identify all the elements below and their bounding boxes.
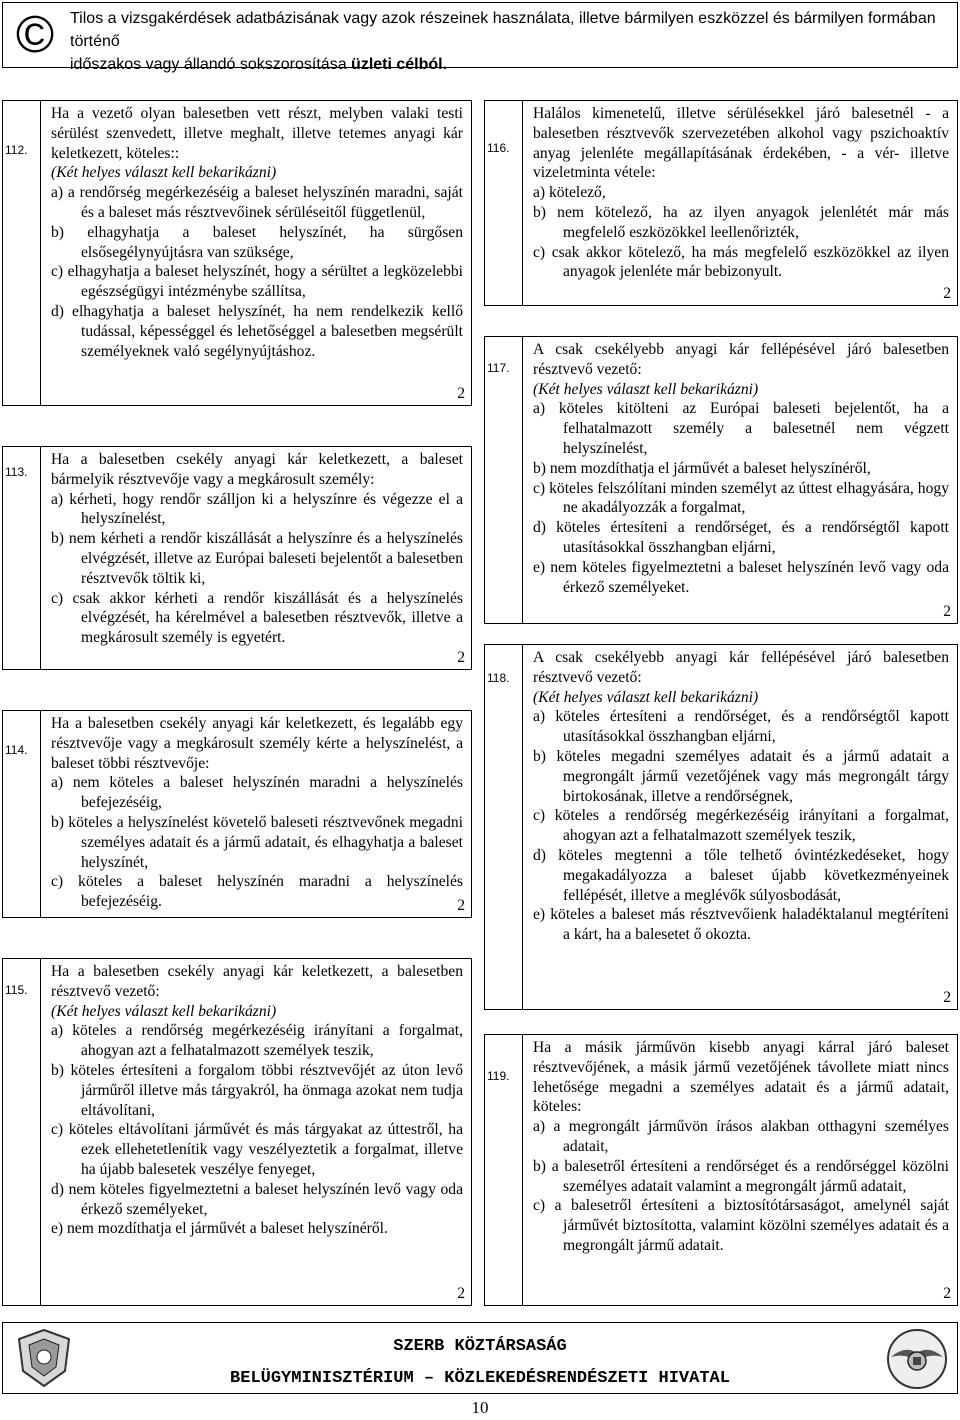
question-119 xyxy=(484,1034,958,1306)
copyright-notice xyxy=(70,7,950,76)
question-number: 118. xyxy=(487,671,510,685)
answer-option: a) a megrongált járművön írásos alakban otthagyni személyes adatait, xyxy=(533,1118,949,1155)
footer-country: SZERB KÖZTÁRSASÁG xyxy=(393,1337,567,1356)
answer-option: e) köteles a baleset más résztvevőienk haladéktalanul megtéríteni a kárt, ha a balesetet ő okozta. xyxy=(533,906,949,944)
answer-option: c) köteles a baleset helyszínén maradni a helyszínelés befejezéséig. xyxy=(51,873,463,911)
answer-option: b) a balesetről értesíteni a rendőrséget és a rendőrséggel közölni személyes adatait valamint a megrongált jármű adatait, xyxy=(533,1157,949,1195)
question-117 xyxy=(484,336,958,624)
question-body xyxy=(51,714,463,912)
question-112 xyxy=(2,100,472,406)
answer-option: c) köteles felszólítani minden személyt az úttest elhagyására, hogy ne akadályozzák a forgalmat, xyxy=(533,479,949,517)
question-body xyxy=(51,962,463,1239)
question-points: 2 xyxy=(943,603,951,620)
question-stem: Ha a vezető olyan balesetben vett részt, melyben valaki testi sérülést szenvedett, illetve meghalt, illetve tetemes anyagi kár keletkezett, köteles:: xyxy=(51,105,463,162)
question-115 xyxy=(2,958,472,1306)
question-stem: Ha a másik járművön kisebb anyagi kárral járó baleset résztvevőjének, a másik jármű vezetőjének távollete miatt nincs lehetősége megadni a személyes adatait és a jármű adatait, köteles: xyxy=(533,1039,949,1116)
answer-option: c) csak akkor kötelező, ha más megfelelő eszközökkel az ilyen anyagok jelenléte már bebizonyult. xyxy=(533,243,949,281)
question-body xyxy=(533,104,949,282)
question-instruction: (Két helyes választ kell bekarikázni) xyxy=(533,688,759,706)
answer-option: c) köteles a rendőrség megérkezéséig irányítani a forgalmat, ahogyan azt a felhatalmazott személyek teszik, xyxy=(533,807,949,845)
question-stem: Halálos kimenetelű, illetve sérülésekkel járó balesetnél - a balesetben résztvevők szervezetében alkohol vagy pszichoaktív anyag jelenléte megállapításának érdekében, - a vér- illetve vizeletminta vétele: xyxy=(533,105,949,182)
footer xyxy=(2,1322,958,1394)
answer-option: a) kérheti, hogy rendőr szálljon ki a helyszínre és végezze el a helyszínelést, xyxy=(51,490,463,528)
question-points: 2 xyxy=(457,1285,465,1302)
answer-option: e) nem köteles figyelmeztetni a baleset helyszínén levő vagy oda érkező személyeket. xyxy=(533,558,949,596)
answer-option: b) nem kérheti a rendőr kiszállását a helyszínre és a helyszínelés elvégzését, illetve az Európai baleseti bejelentőt a balesetben résztvevők töltik ki, xyxy=(51,530,463,587)
question-points: 2 xyxy=(943,1285,951,1302)
question-body xyxy=(533,340,949,597)
question-118 xyxy=(484,644,958,1010)
copyright-header xyxy=(2,2,958,73)
answer-option: b) köteles a helyszínelést követelő baleseti résztvevőnek megadni személyes adatait és a jármű adatait, és elhagyhatja a baleset helyszínét, xyxy=(51,813,463,871)
question-points: 2 xyxy=(943,285,951,302)
question-number: 115. xyxy=(5,983,28,997)
question-stem: A csak csekélyebb anyagi kár fellépésével járó balesetben résztvevő vezető: xyxy=(533,649,949,686)
question-points: 2 xyxy=(943,989,951,1006)
question-number: 116. xyxy=(487,141,510,155)
answer-option: e) nem mozdíthatja el járművét a baleset helyszínéről. xyxy=(51,1220,388,1238)
copyright-emphasis: üzleti célból. xyxy=(351,56,448,73)
question-number: 112. xyxy=(5,143,28,157)
question-instruction: (Két helyes választ kell bekarikázni) xyxy=(533,380,759,398)
question-points: 2 xyxy=(457,897,465,914)
answer-option: c) a balesetről értesíteni a biztosítótársaságot, amelynél saját járművét biztosította, valamint közölni személyes adatait és a megrongált jármű adatait. xyxy=(533,1197,949,1254)
answer-option: a) a rendőrség megérkezéséig a baleset helyszínén maradni, saját és a baleset más résztvevőinek sérüléseitől függetlenül, xyxy=(51,184,463,221)
question-instruction: (Két helyes választ kell bekarikázni) xyxy=(51,164,277,182)
answer-option: d) köteles értesíteni a rendőrséget, és a rendőrségtől kapott utasításokkal összhangban eljárni, xyxy=(533,519,949,556)
answer-option: a) nem köteles a baleset helyszínén maradni a helyszínelés befejezéséig, xyxy=(51,774,463,812)
question-113 xyxy=(2,446,472,670)
question-number: 113. xyxy=(5,465,28,479)
question-116 xyxy=(484,100,958,306)
question-stem: Ha a balesetben csekély anyagi kár keletkezett, és legalább egy résztvevője vagy a megkárosult személy kérte a helyszínelést, a baleset többi résztvevője: xyxy=(51,715,463,772)
question-body xyxy=(533,648,949,945)
question-stem: Ha a balesetben csekély anyagi kár keletkezett, a baleset bármelyik résztvevője vagy a megkárosult személy: xyxy=(51,451,463,488)
answer-option: b) köteles értesíteni a forgalom többi résztvevőjét az úton levő járműről illetve más tárgyakról, ha önmaga azokat nem tudja eltávolítani, xyxy=(51,1061,463,1119)
answer-option: b) elhagyhatja a baleset helyszínét, ha sürgősen elsősegélynyújtásra van szüksége, xyxy=(51,223,463,261)
question-body xyxy=(51,450,463,648)
answer-option: d) elhagyhatja a baleset helyszínét, ha nem rendelkezik kellő tudással, képességgel és lehetőséggel a balesetben megsérült személyeknek való segélynyújtáshoz. xyxy=(51,302,463,360)
answer-option: c) csak akkor kérheti a rendőr kiszállását és a helyszínelés elvégzését, ha kérelmével a balesetben résztvevők, illetve a megkárosult személy is egyetért. xyxy=(51,589,463,647)
question-body xyxy=(51,104,463,361)
question-114 xyxy=(2,710,472,918)
answer-option: c) elhagyhatja a baleset helyszínét, hogy a sérültet a legközelebbi egészségügyi intézménybe szállítsa, xyxy=(51,263,463,301)
question-body xyxy=(533,1038,949,1256)
footer-ministry: BELÜGYMINISZTÉRIUM – KÖZLEKEDÉSRENDÉSZETI HIVATAL xyxy=(230,1369,730,1388)
page-number: 10 xyxy=(471,1398,489,1417)
question-number: 114. xyxy=(5,743,28,757)
answer-option: a) köteles értesíteni a rendőrséget, és a rendőrségtől kapott utasításokkal összhangban eljárni, xyxy=(533,708,949,746)
answer-option: c) köteles eltávolítani járművét és más tárgyakat az úttestről, ha ezek ellehetetlenítik vagy veszélyeztetik a forgalmat, illetve ha újabb balesetek veszélye fenyeget, xyxy=(51,1121,463,1178)
question-instruction: (Két helyes választ kell bekarikázni) xyxy=(51,1002,277,1020)
question-stem: Ha a balesetben csekély anyagi kár keletkezett, a balesetben résztvevő vezető: xyxy=(51,963,463,1000)
copyright-line-1: Tilos a vizsgakérdések adatbázisának vagy azok részeinek használata, illetve bármilyen eszközzel és bármilyen formában történő xyxy=(70,10,936,50)
copyright-icon: © xyxy=(15,6,55,64)
question-stem: A csak csekélyebb anyagi kár fellépésével járó balesetben résztvevő vezető: xyxy=(533,341,949,378)
traffic-police-emblem-icon xyxy=(885,1327,949,1391)
question-number: 119. xyxy=(487,1069,510,1083)
answer-option: b) köteles megadni személyes adatait és a jármű adatait a megrongált jármű vezetőjének vagy más megrongált tárgy birtokosának, illetve a rendőrségnek, xyxy=(533,747,949,805)
answer-option: d) köteles megtenni a tőle telhető óvintézkedéseket, hogy megakadályozza a baleset újabb következményeinek fellépését, illetve a meglévők súlyosbodását, xyxy=(533,846,949,904)
question-number: 117. xyxy=(487,361,510,375)
answer-option: a) köteles kitölteni az Európai baleseti bejelentőt, ha a felhatalmazott személy a balesetnél nem végzett helyszínelést, xyxy=(533,400,949,457)
answer-option: a) kötelező, xyxy=(533,184,606,202)
answer-option: a) köteles a rendőrség megérkezéséig irányítani a forgalmat, ahogyan azt a felhatalmazott személyek teszik, xyxy=(51,1022,463,1060)
answer-option: b) nem kötelező, ha az ilyen anyagok jelenlétét már más megfelelő eszközökkel leellenőrizték, xyxy=(533,203,949,241)
question-points: 2 xyxy=(457,385,465,402)
answer-option: b) nem mozdíthatja el járművét a baleset helyszínéről, xyxy=(533,459,871,477)
answer-option: d) nem köteles figyelmeztetni a baleset helyszínén levő vagy oda érkező személyeket, xyxy=(51,1180,463,1218)
copyright-line-2: időszakos vagy állandó sokszorosítása üzleti célból. xyxy=(70,56,448,73)
question-points: 2 xyxy=(457,649,465,666)
